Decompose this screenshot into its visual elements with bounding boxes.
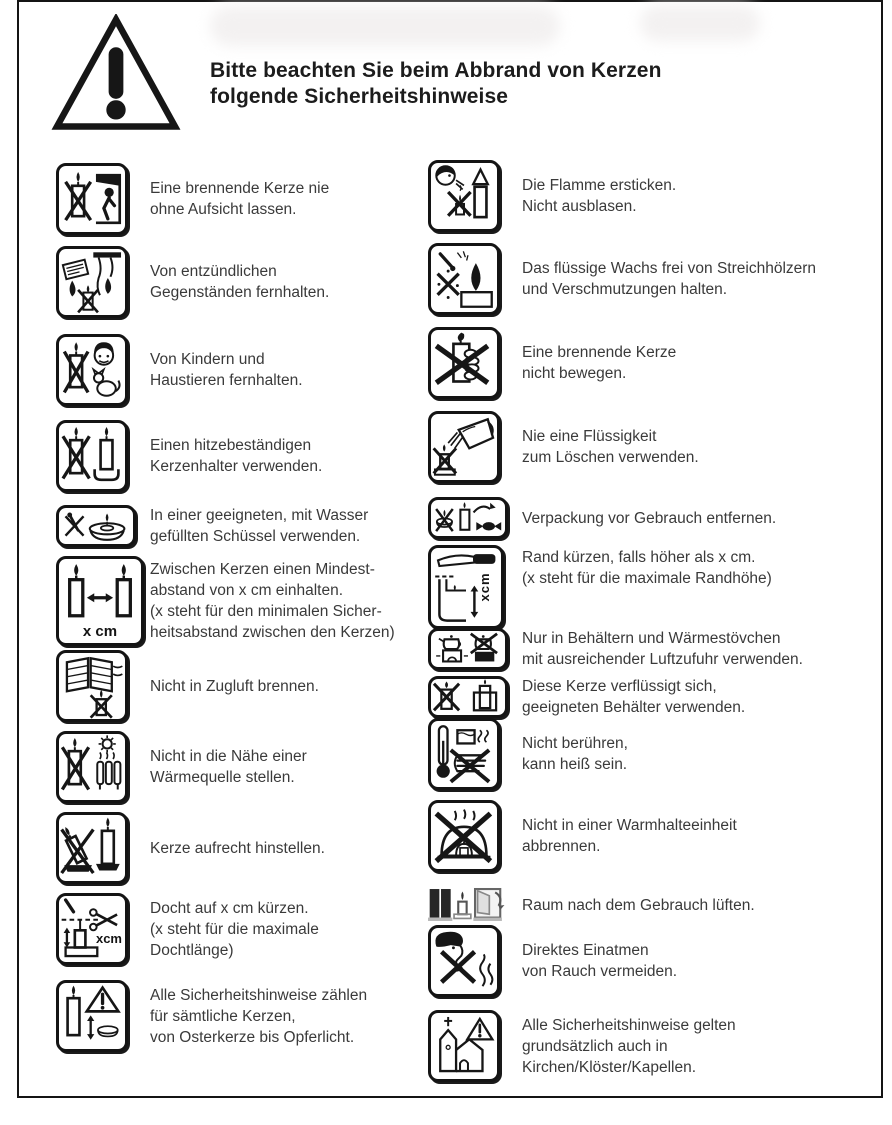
safety-item [428, 497, 880, 539]
hot-do-not-touch-icon [428, 718, 500, 790]
safety-item [428, 411, 880, 483]
safety-item-icon-cell [56, 246, 150, 318]
safety-item-text: Das flüssige Wachs frei von Streichhölzern und Verschmutzungen halten. [522, 260, 817, 298]
icon-label: xcm [95, 930, 122, 946]
safety-item-text: Von Kindern und Haustieren fernhalten. [150, 351, 303, 389]
safety-item-text: In einer geeigneten, mit Wasser gefüllten Schüssel verwenden. [150, 507, 369, 545]
flammable-objects-icon [56, 246, 128, 318]
safety-item-text: Einen hitzebeständigen Kerzenhalter verwenden. [150, 437, 323, 475]
title-line-2: folgende Sicherheitshinweise [210, 85, 509, 108]
safety-item-icon-cell [428, 628, 522, 670]
candle-upright-icon [56, 812, 128, 884]
trim-rim-icon [428, 545, 504, 629]
safety-item [428, 545, 880, 629]
safety-item-text: Rand kürzen, falls höher als x cm. (x steht für die maximale Randhöhe) [522, 549, 772, 587]
safety-item [56, 650, 440, 722]
min-distance-icon [56, 556, 144, 646]
safety-item-text: Nicht in einer Warmhalteeinheit abbrennen. [522, 817, 737, 855]
safety-item [428, 800, 880, 872]
page-title [210, 58, 662, 110]
safety-item-icon-cell [428, 160, 522, 232]
safety-item-icon-cell [56, 731, 150, 803]
safety-item [428, 628, 880, 670]
safety-item-icon-cell [428, 676, 522, 718]
safety-item-text: Zwischen Kerzen einen Mindest- abstand von x cm einhalten. (x steht für den minimalen Sicher- heitsabstand zwischen den Kerzen) [150, 561, 395, 641]
scan-smudge [640, 5, 760, 41]
safety-item-icon-cell [56, 505, 150, 547]
wax-clean-icon [428, 243, 500, 315]
safety-item-text: Alle Sicherheitshinweise zählen für sämtliche Kerzen, von Osterkerze bis Opferlicht. [150, 986, 368, 1046]
children-pets-icon [56, 334, 128, 406]
safety-item [56, 163, 440, 235]
safety-item-text: Nur in Behältern und Wärmestövchen mit ausreichender Luftzufuhr verwenden. [522, 630, 803, 668]
remove-packaging-icon [428, 497, 508, 539]
safety-item-text: Raum nach dem Gebrauch lüften. [522, 896, 755, 914]
safety-item-icon-cell [56, 334, 150, 406]
safety-item-icon-cell [428, 327, 522, 399]
ventilate-room-icon [428, 885, 512, 925]
safety-item-icon-cell [56, 650, 150, 722]
no-smoke-inhale-icon [428, 925, 500, 997]
safety-item-icon-cell [56, 893, 150, 965]
safety-item [428, 676, 880, 718]
water-bowl-icon [56, 505, 136, 547]
safety-item-icon-cell [56, 980, 150, 1052]
safety-item [56, 731, 440, 803]
title-line-1: Bitte beachten Sie beim Abbrand von Kerzen [210, 59, 662, 82]
safety-item-text: Direktes Einatmen von Rauch vermeiden. [522, 942, 678, 980]
icon-label: x cm [82, 623, 118, 640]
safety-item-icon-cell [428, 800, 522, 872]
safety-item-icon-cell [56, 163, 150, 235]
safety-item-text: Eine brennende Kerze nicht bewegen. [522, 344, 677, 382]
safety-item [56, 334, 440, 406]
safety-item-text: Nicht berühren, kann heiß sein. [522, 735, 628, 773]
trim-wick-icon [56, 893, 128, 965]
safety-item [56, 812, 440, 884]
safety-item-text: Nie eine Flüssigkeit zum Löschen verwenden. [522, 428, 699, 466]
safety-item [428, 160, 880, 232]
safety-item-text: Verpackung vor Gebrauch entfernen. [522, 509, 777, 527]
safety-item [428, 327, 880, 399]
safety-item-icon-cell [428, 411, 522, 483]
churches-notice-icon [428, 1010, 500, 1082]
safety-item [56, 505, 440, 547]
safety-item-icon-cell [56, 420, 150, 492]
liquefying-candle-icon [428, 676, 508, 718]
no-draft-icon [56, 650, 128, 722]
candle-unattended-icon [56, 163, 128, 235]
safety-item-text: Eine brennende Kerze nie ohne Aufsicht lassen. [150, 180, 330, 218]
safety-item-text: Nicht in die Nähe einer Wärmequelle stellen. [150, 748, 307, 786]
safety-item-icon-cell [56, 556, 150, 646]
heat-resistant-holder-icon [56, 420, 128, 492]
safety-item [428, 885, 880, 925]
smother-flame-icon [428, 160, 500, 232]
all-candles-notice-icon [56, 980, 128, 1052]
safety-item-icon-cell [428, 1010, 522, 1082]
safety-item [56, 556, 440, 646]
safety-item-text: Nicht in Zugluft brennen. [150, 677, 319, 695]
scan-smudge [210, 6, 560, 46]
safety-item [56, 980, 440, 1052]
safety-item [428, 243, 880, 315]
safety-item-text: Die Flamme ersticken. Nicht ausblasen. [522, 177, 677, 215]
safety-item-text: Diese Kerze verflüssigt sich, geeigneten Behälter verwenden. [522, 678, 746, 716]
safety-item [56, 893, 440, 965]
no-liquid-icon [428, 411, 500, 483]
safety-item [428, 925, 880, 997]
safety-item [56, 246, 440, 318]
safety-item [428, 718, 880, 790]
no-heat-source-icon [56, 731, 128, 803]
safety-item-text: Kerze aufrecht hinstellen. [150, 839, 325, 857]
safety-item-text: Docht auf x cm kürzen. (x steht für die maximale Dochtlänge) [150, 899, 319, 959]
safety-item-icon-cell [428, 497, 522, 539]
warmer-airflow-icon [428, 628, 508, 670]
safety-item-icon-cell [56, 812, 150, 884]
safety-item-icon-cell [428, 545, 522, 629]
safety-item [56, 420, 440, 492]
safety-item-text: Alle Sicherheitshinweise gelten grundsätzlich auch in Kirchen/Klöster/Kapellen. [522, 1016, 736, 1076]
do-not-move-icon [428, 327, 500, 399]
safety-item-icon-cell [428, 718, 522, 790]
warning-triangle-icon [50, 14, 182, 132]
safety-item-text: Von entzündlichen Gegenständen fernhalten. [150, 263, 330, 301]
icon-label: xcm [476, 572, 492, 602]
safety-item [428, 1010, 880, 1082]
safety-item-icon-cell [428, 885, 522, 925]
safety-item-icon-cell [428, 243, 522, 315]
no-warming-unit-icon [428, 800, 500, 872]
safety-item-icon-cell [428, 925, 522, 997]
